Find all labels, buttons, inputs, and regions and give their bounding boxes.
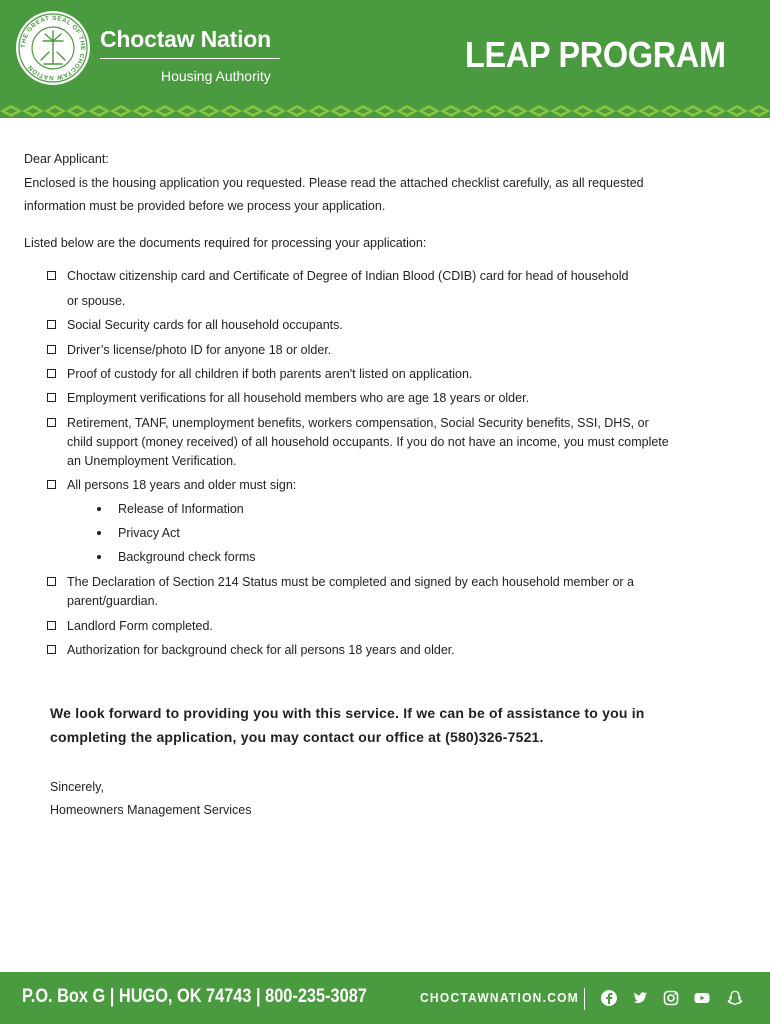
item-landlord-form: Landlord Form completed. — [67, 619, 213, 633]
item-income-line-1: Retirement, TANF, unemployment benefits, workers compensation, Social Security benefits, SSI, DHS, or — [67, 416, 649, 430]
website-link[interactable]: CHOCTAWNATION.COM — [420, 990, 579, 1005]
checkbox-icon — [47, 320, 56, 329]
closing-line-1: We look forward to providing you with this service. If we can be of assistance to you in — [50, 705, 645, 721]
signer: Homeowners Management Services — [50, 803, 252, 817]
bullet-icon — [97, 555, 101, 559]
list-intro: Listed below are the documents required for processing your application: — [24, 236, 427, 250]
salutation: Dear Applicant: — [24, 152, 109, 166]
snapchat-icon[interactable] — [726, 989, 744, 1007]
checkbox-icon — [47, 621, 56, 630]
header-banner — [0, 0, 770, 104]
great-seal-logo — [15, 10, 91, 86]
item-signatures: All persons 18 years and older must sign: — [67, 478, 297, 492]
checkbox-icon — [47, 271, 56, 280]
item-background-authorization: Authorization for background check for all persons 18 years and older. — [67, 643, 455, 657]
item-section-214-line-2: parent/guardian. — [67, 594, 159, 608]
youtube-icon[interactable] — [693, 989, 711, 1007]
footer-divider — [584, 988, 585, 1010]
checkbox-icon — [47, 345, 56, 354]
footer-bar — [0, 972, 770, 1024]
sign-form-privacy: Privacy Act — [118, 526, 180, 540]
sign-form-background: Background check forms — [118, 550, 256, 564]
item-income-line-3: an Unemployment Verification. — [67, 454, 237, 468]
closing-line-2: completing the application, you may contact our office at (580)326-7521. — [50, 729, 544, 745]
facebook-icon[interactable] — [600, 989, 618, 1007]
item-income-line-2: child support (money received) of all household occupants. If you do not have an income, you must complete — [67, 435, 669, 449]
checkbox-icon — [47, 480, 56, 489]
item-citizenship-line-2: or spouse. — [67, 294, 126, 308]
signoff: Sincerely, — [50, 780, 104, 794]
item-section-214-line-1: The Declaration of Section 214 Status must be completed and signed by each household member or a — [67, 575, 635, 589]
item-proof-of-custody: Proof of custody for all children if both parents aren't listed on application. — [67, 367, 473, 381]
intro-text-line-2: information must be provided before we process your application. — [24, 199, 386, 213]
checkbox-icon — [47, 369, 56, 378]
item-employment-verification: Employment verifications for all household members who are age 18 years or older. — [67, 391, 530, 405]
sign-form-release: Release of Information — [118, 502, 244, 516]
item-citizenship-line-1: Choctaw citizenship card and Certificate of Degree of Indian Blood (CDIB) card for head of household — [67, 269, 629, 283]
seal-lettering: THE GREAT SEAL OF THE CHOCTAW NATION — [19, 14, 87, 82]
item-drivers-license: Driver’s license/photo ID for anyone 18 or older. — [67, 343, 332, 357]
checkbox-icon — [47, 577, 56, 586]
brand-subtitle: Housing Authority — [161, 68, 271, 84]
instagram-icon[interactable] — [662, 989, 680, 1007]
brand-name: Choctaw Nation — [100, 26, 271, 52]
checkbox-icon — [47, 393, 56, 402]
bullet-icon — [97, 507, 101, 511]
brand-divider — [100, 58, 280, 59]
item-social-security: Social Security cards for all household occupants. — [67, 318, 343, 332]
program-title: LEAP PROGRAM — [465, 34, 726, 75]
checkbox-icon — [47, 645, 56, 654]
twitter-icon[interactable] — [631, 989, 649, 1007]
intro-text-line-1: Enclosed is the housing application you requested. Please read the attached checklist carefully, as all requested — [24, 176, 644, 190]
diamond-border-band — [0, 104, 770, 118]
bullet-icon — [97, 531, 101, 535]
checkbox-icon — [47, 418, 56, 427]
footer-address: P.O. Box G | HUGO, OK 74743 | 800-235-3087 — [22, 986, 367, 1007]
